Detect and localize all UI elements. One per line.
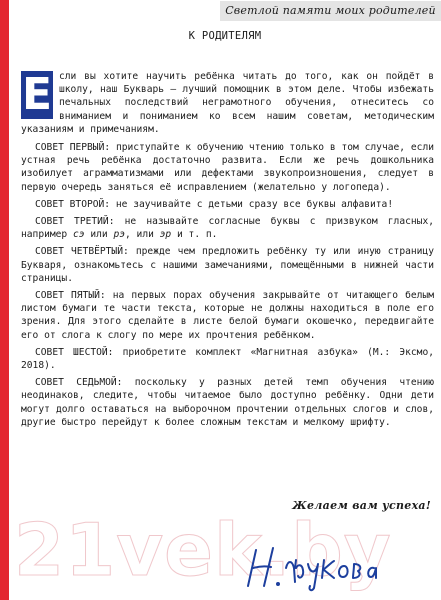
advice-3-tail: и т. п. (171, 229, 218, 241)
advice-paragraph-3 (21, 215, 434, 241)
intro-paragraph (21, 70, 434, 136)
author-signature (240, 530, 390, 592)
advice-paragraph-2: СОВЕТ ВТОРОЙ: не заучивайте с детьми сразу все буквы алфавита! (35, 198, 394, 210)
advice-3-connector-1: или (84, 229, 114, 241)
advice-3-connector-2: , или (125, 229, 160, 241)
advice-paragraph-5: СОВЕТ ПЯТЫЙ: на первых порах обучения закрывайте от читающего белым листом бумаги те части текста, которые не должны находиться в поле его зрения. Для этого сделайте в листе белой бумаги окошечко, передвигайте его от слога к слогу по мере их прочтения ребёнком. (21, 290, 434, 341)
advice-paragraph-7: СОВЕТ СЕДЬМОЙ: поскольку у разных детей темп обучения чтению неодинаков, следите, чтобы читаемое было доступно ребёнку. Одни дети могут долго оставаться на выборочном прочтении отдельных слогов и слов, другие быстро перейдут к более сложным текстам и мелкому шрифту. (21, 377, 434, 428)
example-syllable-se: сэ (72, 229, 85, 241)
dropcap-letter: Е (21, 69, 53, 120)
example-syllable-re: рэ (113, 229, 125, 241)
advice-paragraph-1: СОВЕТ ПЕРВЫЙ: приступайте к обучению чтению только в том случае, если устная речь ребёнка достаточно развита. Если же речь дошкольника изобилует аграмматизмами или дефектами звукопроизношения, следует в первую очередь заняться её исправлением (желательно у логопеда). (21, 142, 434, 193)
page-title: К РОДИТЕЛЯМ (188, 30, 262, 42)
example-syllable-er: эр (159, 229, 172, 241)
left-red-bar (0, 0, 9, 600)
article-body (21, 70, 434, 433)
advice-3-lead: СОВЕТ ТРЕТИЙ: не называйте согласные буквы с призвуком гласных, например (21, 216, 434, 241)
store-watermark: 21vek.by (14, 508, 392, 592)
advice-paragraph-6: СОВЕТ ШЕСТОЙ: приобретите комплект «Магнитная азбука» (М.: Эксмо, 2018). (21, 346, 434, 372)
advice-paragraph-4: СОВЕТ ЧЕТВЁРТЫЙ: прежде чем предложить ребёнку ту или иную страницу Букваря, ознакомьтесь с нашими замечаниями, помещёнными в нижней части страницы. (21, 246, 434, 284)
intro-text: сли вы хотите научить ребёнка читать до того, как он пойдёт в школу, наш Букварь — лучший помощник в этом деле. Чтобы избежать печальных последствий неграмотного обучения, отнеситесь со вниманием и пониманием ко всем нашим советам, методическим указаниям и примечаниям. (21, 71, 434, 135)
epigraph-dedication: Светлой памяти моих родителей (220, 1, 441, 21)
closing-wish: Желаем вам успеха! (292, 499, 431, 512)
